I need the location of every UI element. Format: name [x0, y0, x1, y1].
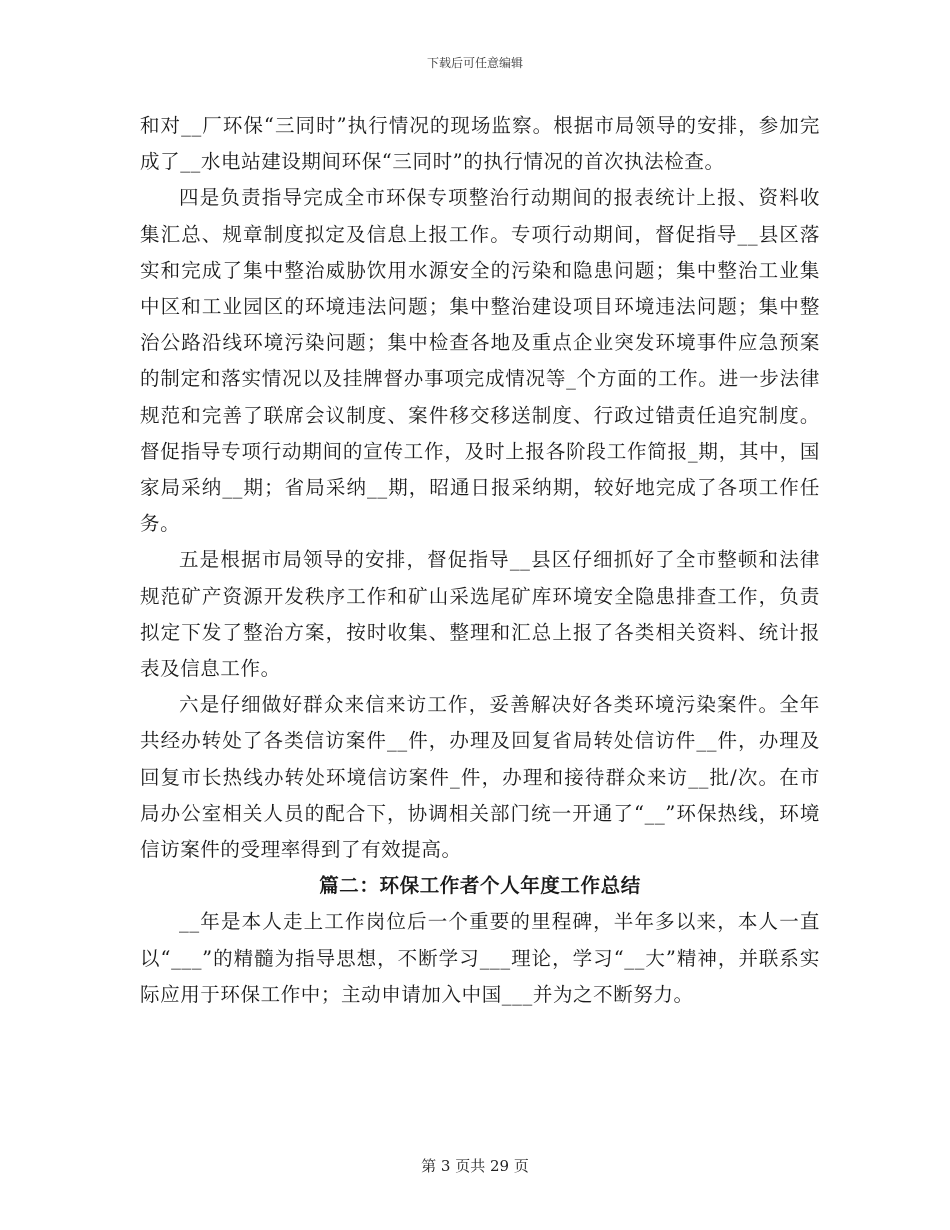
- paragraph-continued: 和对__厂环保“三同时”执行情况的现场监察。根据市局领导的安排，参加完成了__水电站建设期间环保“三同时”的执行情况的首次执法检查。: [140, 114, 820, 174]
- document-body: [140, 108, 820, 1013]
- paragraph-item-five: 五是根据市局领导的安排，督促指导__县区仔细抓好了全市整顿和法律规范矿产资源开发秩序工作和矿山采选尾矿库环境安全隐患排查工作，负责拟定下发了整治方案，按时收集、整理和汇总上报了各类相关资料、统计报表及信息工作。: [140, 548, 820, 681]
- paragraph-item-four: 四是负责指导完成全市环保专项整治行动期间的报表统计上报、资料收集汇总、规章制度拟定及信息上报工作。专项行动期间，督促指导__县区落实和完成了集中整治威胁饮用水源安全的污染和隐患问题；集中整治工业集中区和工业园区的环境违法问题；集中整治建设项目环境违法问题；集中整治公路沿线环境污染问题；集中检查各地及重点企业突发环境事件应急预案的制定和落实情况以及挂牌督办事项完成情况等_个方面的工作。进一步法律规范和完善了联席会议制度、案件移交移送制度、行政过错责任追究制度。督促指导专项行动期间的宣传工作，及时上报各阶段工作简报_期，其中，国家局采纳__期；省局采纳__期，昭通日报采纳期，较好地完成了各项工作任务。: [140, 186, 820, 536]
- paragraph-item-six: 六是仔细做好群众来信来访工作，妥善解决好各类环境污染案件。全年共经办转处了各类信访案件__件，办理及回复省局转处信访件__件，办理及回复市长热线办转处环境信访案件_件，办理和接待群众来访__批/次。在市局办公室相关人员的配合下，协调相关部门统一开通了“__”环保热线，环境信访案件的受理率得到了有效提高。: [140, 693, 820, 862]
- page-header: 下载后可任意编辑: [426, 56, 523, 70]
- section-title: 篇二：环保工作者个人年度工作总结: [319, 874, 641, 898]
- page-footer: 第 3 页共 29 页: [421, 1157, 529, 1175]
- section-paragraph: __年是本人走上工作岗位后一个重要的里程碑，半年多以来，本人一直以“___”的精髓为指导思想，不断学习___理论，学习“__大”精神，并联系实际应用于环保工作中；主动申请加入中国___并为之不断努力。: [140, 910, 820, 1006]
